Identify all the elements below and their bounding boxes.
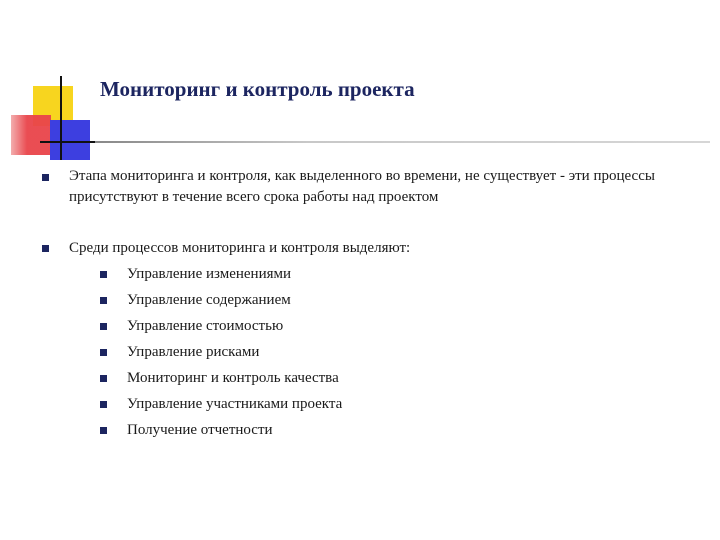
bullet-square-icon [42,245,49,252]
sublist-item-label: Управление стоимостью [127,318,284,334]
slide-title: Мониторинг и контроль проекта [100,77,415,101]
sublist-item [100,420,342,446]
bullet-square-icon [100,323,107,330]
sublist-item-label: Получение отчетности [127,422,273,438]
bullet-square-icon [42,174,49,181]
sublist-item [100,394,342,420]
sublist-item-label: Управление рисками [127,344,260,360]
bullet-square-icon [100,401,107,408]
bullet-square-icon [100,349,107,356]
vertical-rule [60,76,62,160]
sublist-item [100,342,342,368]
bullet-text-1: Этапа мониторинга и контроля, как выделенного во времени, не существует - эти процессы присутствуют в течение всего срока работы над проектом [69,168,655,205]
sublist-item-label: Мониторинг и контроль качества [127,370,339,386]
sublist-item-label: Управление изменениями [127,266,292,282]
sublist-item [100,368,342,394]
title-underline-rule [40,141,710,143]
bullet-square-icon [100,271,107,278]
bullet-square-icon [100,297,107,304]
sublist-item [100,316,342,342]
bullet-text-2: Среди процессов мониторинга и контроля выделяют: [69,240,411,256]
process-sublist [100,264,342,446]
bullet-square-icon [100,375,107,382]
red-square-decoration [11,115,51,155]
bullet-square-icon [100,427,107,434]
sublist-item [100,290,342,316]
blue-square-decoration [50,120,90,160]
sublist-item-label: Управление содержанием [127,292,291,308]
sublist-item-label: Управление участниками проекта [127,396,343,412]
sublist-item [100,264,342,290]
